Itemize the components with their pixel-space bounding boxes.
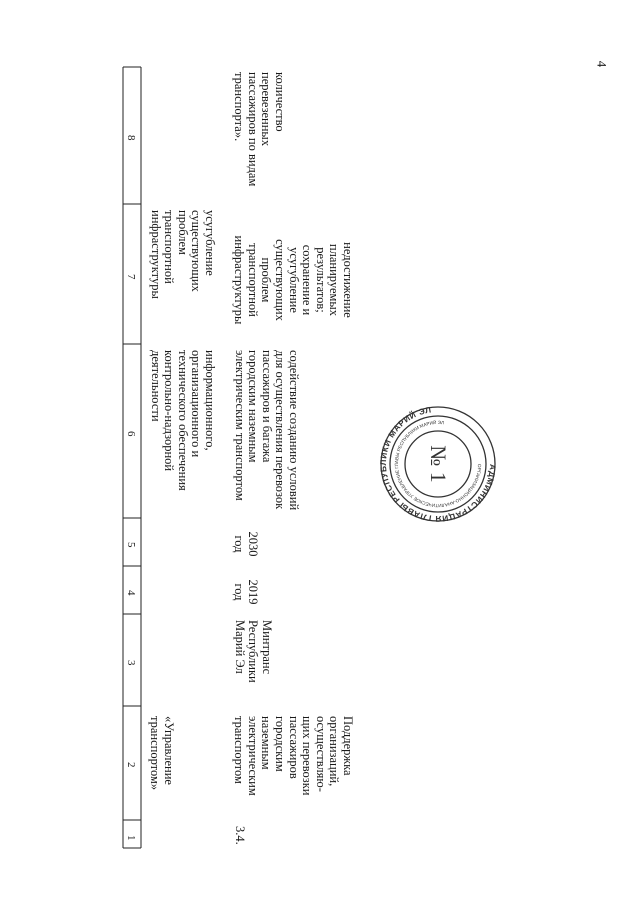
header-col-4: 4	[125, 590, 137, 596]
cell-34-col8: количество перевезенных пассажиров по видам транспорта».	[232, 72, 287, 187]
header-col-3: 3	[125, 660, 137, 666]
cell-34-col2: Поддержка организаций, осуществляю- щих перевозки пассажиров городским наземным электрическим транспортом	[232, 716, 355, 796]
header-col-1: 1	[125, 835, 137, 841]
cell-34-col5: 2030 год	[232, 531, 260, 557]
cell-top-col6: информационного, организационного и технического обеспечения контрольно-надзорной деятельности	[148, 350, 217, 491]
cell-34-col3: Минтранс Республики Марий Эл	[232, 620, 274, 683]
seal-number: № 1	[426, 445, 451, 483]
cell-top-col2: «Управление транспортом»	[148, 716, 176, 791]
header-col-2: 2	[125, 762, 137, 768]
page-number: 4	[594, 60, 610, 68]
header-col-6: 6	[125, 431, 137, 437]
seal-outer-text: АДМИНИСТРАЦИЯ ГЛАВЫ РЕСПУБЛИКИ МАРИЙ ЭЛ	[378, 404, 498, 524]
cell-34-col4: 2019 год	[232, 579, 260, 605]
cell-34-col6: содействие созданию условий для осуществления перевозок пассажиров и багажа городским наземным электрическим транспортом	[232, 350, 301, 511]
header-col-5: 5	[125, 542, 137, 548]
cell-34-col7: недостижение планируемых результатов; сохранение и усугубление существующих проблем транспортной инфраструктуры	[232, 235, 355, 325]
header-col-8: 8	[125, 135, 137, 141]
cell-34-col1: 3.4.	[233, 826, 247, 845]
official-seal	[378, 404, 498, 524]
seal-inner-text: ОРГАНИЗАЦИОННО-АНАЛИТИЧЕСКОЕ УПРАВЛЕНИЕ ГЛАВЫ РЕСПУБЛИКИ МАРИЙ ЭЛ	[393, 419, 483, 508]
cell-top-col7: усугубление существующих проблем транспортной инфраструктуры	[148, 210, 217, 299]
header-col-7: 7	[125, 274, 137, 280]
